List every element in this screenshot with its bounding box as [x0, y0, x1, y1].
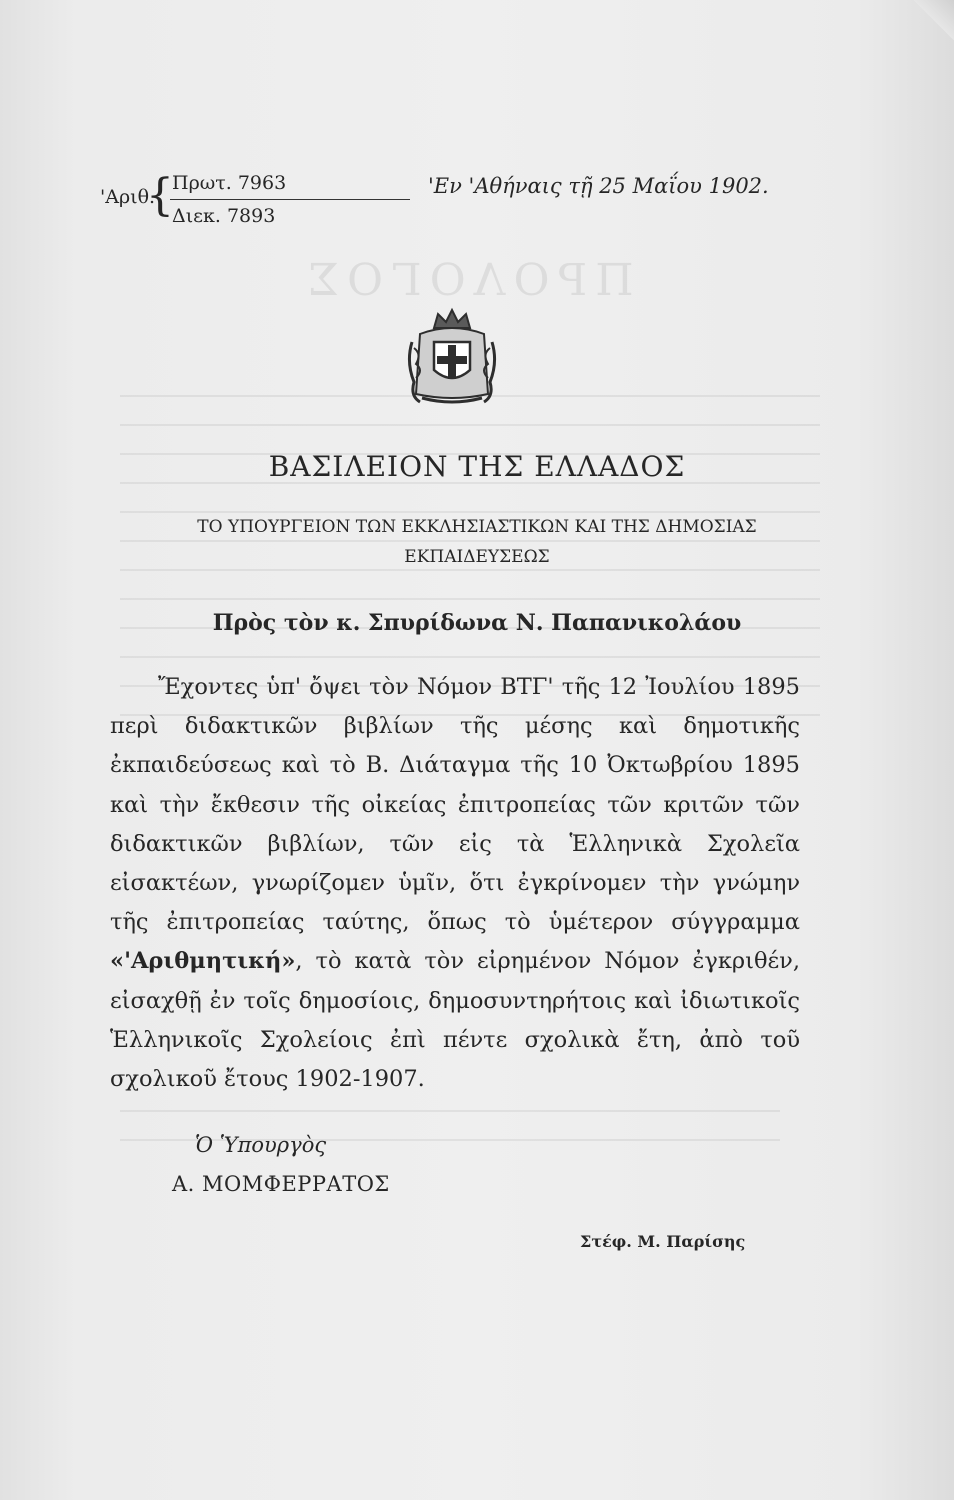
book-title: «'Αριθμητική»	[110, 948, 296, 975]
letter-body	[110, 668, 800, 1099]
bleed-through-heading: ΠΡΟΛΟΓΟΣ	[300, 255, 634, 306]
page-corner-fold	[914, 0, 954, 40]
dateline: 'Εν 'Αθήναις τῇ 25 Μαΐου 1902.	[428, 174, 769, 198]
ministry-line-1: ΤΟ ΥΠΟΥΡΓΕΙΟΝ ΤΩΝ ΕΚΚΛΗΣΙΑΣΤΙΚΩΝ ΚΑΙ ΤΗΣ ΔΗΜΟΣΙΑΣ	[197, 517, 757, 537]
body-text-after-title: , τὸ κατὰ τὸν εἰρημένον Νόμον ἐγκριθέν, εἰσαχθῇ ἐν τοῖς δημοσίοις, δημοσυντηρήτοις καὶ ἰδιωτικοῖς Ἑλληνικοῖς Σχολείοις ἐπὶ πέντε σχολικὰ ἔτη, ἀπὸ τοῦ σχολικοῦ ἔτους 1902-1907.	[110, 948, 800, 1093]
ministry-line-2: ΕΚΠΑΙΔΕΥΣΕΩΣ	[404, 547, 550, 567]
royal-coat-of-arms-icon	[402, 302, 502, 406]
addressee: Πρὸς τὸν κ. Σπυρίδωνα Ν. Παπανικολάου	[212, 610, 742, 636]
protocol-number: Πρωτ. 7963	[172, 172, 287, 194]
reference-prefix: 'Αριθ.	[100, 186, 156, 208]
minister-name: Α. ΜΟΜΦΕΡΡΑΤΟΣ	[172, 1172, 390, 1196]
body-text-before-title: Ἔχοντες ὑπ' ὄψει τὸν Νόμον ΒΤΓ' τῆς 12 Ἰουλίου 1895 περὶ διδακτικῶν βιβλίων τῆς μέσης καὶ δημοτικῆς ἐκπαιδεύσεως καὶ τὸ Β. Διάταγμα τῆς 10 Ὀκτωβρίου 1895 καὶ τὴν ἔκθεσιν τῆς οἰκείας ἐπιτροπείας τῶν κριτῶν τῶν διδακτικῶν βιβλίων, τῶν εἰς τὰ Ἑλληνικὰ Σχολεῖα εἰσακτέων, γνωρίζομεν ὑμῖν, ὅτι ἐγκρίνομεν τὴν γνώμην τῆς ἐπιτροπείας ταύτης, ὅπως τὸ ὑμέτερον σύγγραμμα	[110, 674, 800, 936]
body-paragraph	[110, 668, 800, 1099]
dispatch-number: Διεκ. 7893	[172, 205, 276, 227]
minister-title: Ὁ Ὑπουργὸς	[195, 1133, 327, 1157]
clerk-signature: Στέφ. Μ. Παρίσης	[580, 1232, 746, 1251]
reference-brace: {	[146, 170, 174, 221]
kingdom-heading: ΒΑΣΙΛΕΙΟΝ ΤΗΣ ΕΛΛΑΔΟΣ	[268, 450, 686, 483]
reference-rule	[170, 199, 410, 200]
ministry-heading	[0, 512, 954, 572]
